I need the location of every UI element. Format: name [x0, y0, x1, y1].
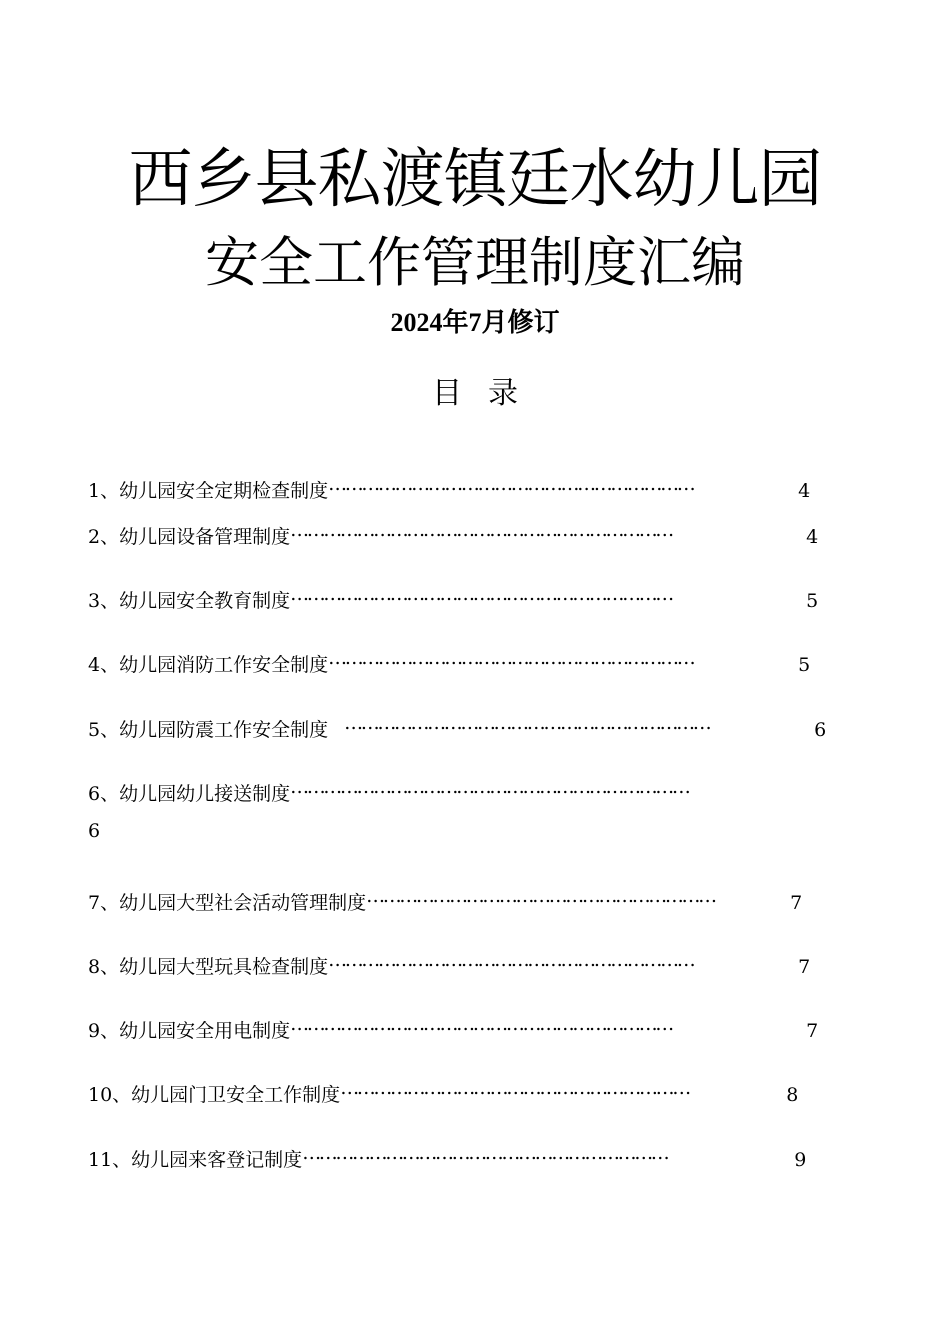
toc-entry[interactable]	[88, 1075, 798, 1108]
toc-entry[interactable]	[88, 471, 810, 504]
toc-leader: ……………………………………………………………	[290, 1013, 672, 1035]
toc-page-number: 5	[798, 654, 811, 676]
toc-page-number: 7	[806, 1020, 819, 1042]
toc-page-number: 4	[798, 480, 811, 502]
toc-leader: …………………………………………………………	[328, 949, 694, 971]
toc-entry[interactable]	[88, 774, 822, 807]
toc-entry-label: 2、幼儿园设备管理制度	[88, 526, 291, 548]
toc-entry[interactable]	[88, 581, 818, 614]
toc-page-number: 9	[794, 1149, 807, 1171]
toc-entry-label: 11、幼儿园来客登记制度	[88, 1149, 303, 1171]
toc-heading: 目录	[432, 376, 544, 411]
document-title: 西乡县私渡镇廷水幼儿园	[128, 143, 822, 217]
toc-page-number: 4	[806, 526, 819, 548]
toc-entry[interactable]	[88, 883, 802, 916]
toc-entry-label: 10、幼儿园门卫安全工作制度	[88, 1084, 341, 1106]
toc-entry[interactable]	[88, 1011, 818, 1044]
toc-leader: …………………………………………………………	[328, 647, 694, 669]
toc-leader: ………………………………………………………	[340, 1077, 689, 1099]
toc-entry-label: 1、幼儿园安全定期检查制度	[88, 480, 329, 502]
toc-entry-label: 8、幼儿园大型玩具检查制度	[88, 956, 329, 978]
toc-page-number: 6	[814, 719, 827, 741]
toc-entry[interactable]	[88, 710, 826, 743]
toc-entry-label: 6、幼儿园幼儿接送制度	[88, 783, 291, 805]
toc-entry[interactable]	[88, 1140, 806, 1173]
toc-entry[interactable]	[88, 645, 810, 678]
toc-page-number: 7	[790, 892, 803, 914]
toc-leader: …………………………………………………………	[344, 712, 710, 734]
toc-leader: …………………………………………………………	[302, 1142, 668, 1164]
toc-leader: ………………………………………………………	[366, 885, 715, 907]
toc-entry-label: 4、幼儿园消防工作安全制度	[88, 654, 329, 676]
toc-leader: ……………………………………………………………	[290, 519, 672, 541]
toc-entry[interactable]	[88, 947, 810, 980]
toc-page-number: 7	[798, 956, 811, 978]
toc-entry[interactable]	[88, 517, 818, 550]
document-subtitle: 安全工作管理制度汇编	[205, 231, 745, 294]
toc-entry-label: 9、幼儿园安全用电制度	[88, 1020, 291, 1042]
toc-page-number: 8	[786, 1084, 799, 1106]
toc-entry-label: 5、幼儿园防震工作安全制度	[88, 719, 335, 741]
toc-leader: ……………………………………………………………	[290, 583, 672, 605]
toc-entry-label: 7、幼儿园大型社会活动管理制度	[88, 892, 367, 914]
toc-page-number: 6	[88, 820, 101, 842]
toc-entry-label: 3、幼儿园安全教育制度	[88, 590, 291, 612]
revision-date: 2024年7月修订	[390, 308, 560, 337]
toc-page-number: 5	[806, 590, 819, 612]
toc-leader: …………………………………………………………	[328, 473, 694, 495]
toc-leader: ………………………………………………………………	[290, 776, 689, 798]
